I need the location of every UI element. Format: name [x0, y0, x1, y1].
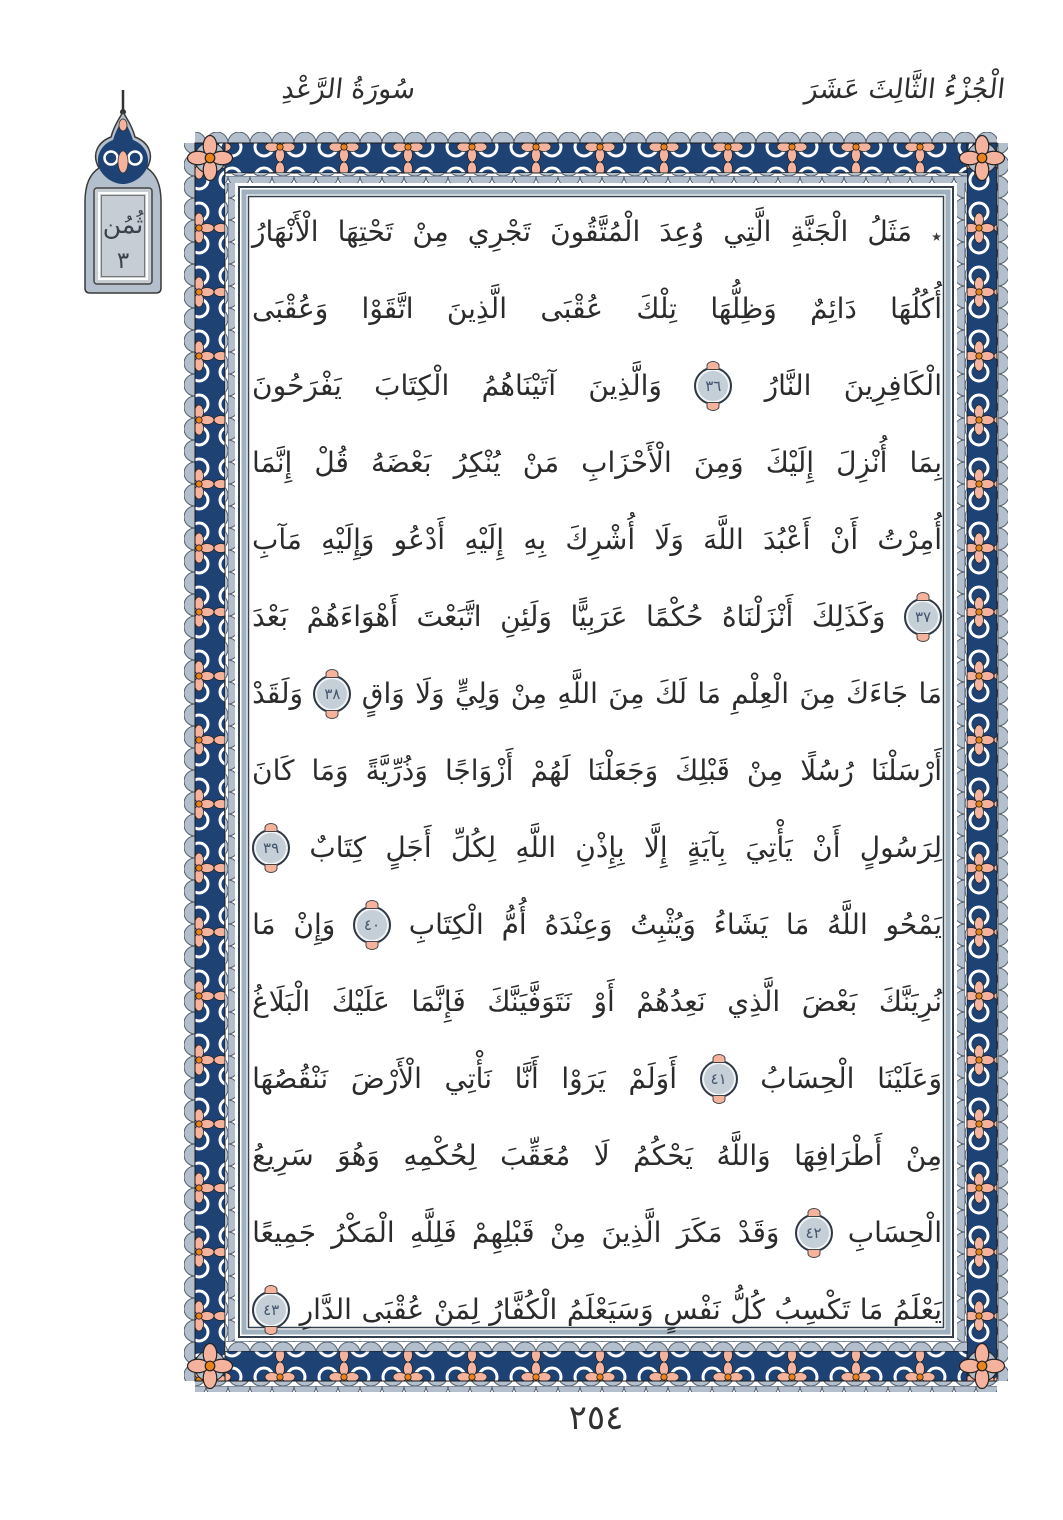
word: بِمَا [909, 446, 942, 479]
thumn-marker [70, 88, 176, 300]
word: مُعَقِّبَ [500, 1139, 571, 1172]
ayah-number: ٤٣ [263, 1300, 280, 1319]
word: أُمُّ [501, 908, 527, 941]
word: وَلَا [654, 523, 684, 556]
word: نَعِدُهُمْ [636, 985, 706, 1018]
word: اتَّبَعْتَ [416, 600, 482, 633]
word: كَانَ [252, 754, 295, 787]
ayah-marker [694, 367, 732, 405]
word: بِهِ [523, 523, 547, 556]
word: أَرْسَلْنَا [870, 754, 942, 787]
quran-line [252, 889, 942, 961]
word: الْأَنْهَارُ [252, 215, 319, 248]
word: الْمَكْرُ [331, 1216, 395, 1249]
word: أَنْ [812, 831, 841, 864]
word: اللَّهُ [827, 908, 868, 941]
word: الْمُتَّقُونَ [550, 215, 641, 248]
word: وَلِيٍّ [454, 677, 501, 710]
word: الْكَافِرِينَ [843, 369, 942, 402]
quran-line [252, 966, 942, 1038]
word: أَنْزَلْنَاهُ [722, 600, 794, 633]
word: كُلُّ [730, 1293, 765, 1326]
word: لِرَسُولٍ [859, 831, 942, 864]
word: وَلَا [415, 677, 445, 710]
word: إِلَّا [643, 831, 668, 864]
word: وُعِدَ [659, 215, 705, 248]
ayah-number: ٤٢ [805, 1223, 822, 1242]
ayah-marker [904, 598, 942, 636]
word: سَرِيعُ [252, 1139, 314, 1172]
word: أَوَلَمْ [628, 1062, 677, 1095]
word: يَشَاءُ [713, 908, 769, 941]
word: يَمْحُو [885, 908, 942, 941]
word: لِحُكْمِهِ [403, 1139, 477, 1172]
quran-line [252, 812, 942, 884]
word: الْبَلَاغُ [252, 985, 311, 1018]
word: أَنْ [829, 523, 859, 556]
word: مِنْ [412, 215, 449, 248]
word: مَنْ [522, 446, 560, 479]
quran-line [252, 581, 942, 653]
quran-line [252, 1043, 942, 1115]
word: قَبْلِهِمْ [471, 1216, 535, 1249]
word: أَجَلٍ [385, 831, 432, 864]
ayah-number: ٣٨ [324, 684, 341, 703]
word: بَعْدَ [252, 600, 289, 633]
word: نَنْقُصُهَا [252, 1062, 329, 1095]
word: الَّذِينَ [446, 292, 507, 325]
word: كِتَابٌ [309, 831, 367, 864]
word: تَجْرِي [467, 215, 532, 248]
quran-line [252, 735, 942, 807]
word: الْكِتَابَ [374, 369, 450, 402]
word: الْأَحْزَابِ [581, 446, 672, 479]
word: إِلَيْهِ [464, 523, 505, 556]
word: مَا [697, 677, 721, 710]
page-number: ٢٥٤ [568, 1398, 624, 1438]
word: مِنْ [905, 1139, 942, 1172]
word: لَا [593, 1139, 610, 1172]
word: وَكَذَلِكَ [811, 600, 886, 633]
word: مَا [859, 1293, 884, 1326]
word: وَيُثْبِتُ [630, 908, 696, 941]
word: يَعْلَمُ [892, 1293, 942, 1326]
ayah-marker [353, 906, 391, 944]
quran-line [252, 658, 942, 730]
word: الَّذِينَ [601, 1216, 662, 1249]
word: مِنْ [746, 754, 784, 787]
word: الَّتِي [723, 215, 772, 248]
quran-line [252, 1120, 942, 1192]
word: وَإِلَيْهِ [321, 523, 375, 556]
word: اتَّقَوْا [361, 292, 414, 325]
word: يَفْرَحُونَ [252, 369, 342, 402]
word: يَرَوْا [561, 1062, 606, 1095]
word: عَلَيْكَ [331, 985, 390, 1018]
word: بَعْضَ [801, 985, 858, 1018]
word: وَسَيَعْلَمُ [566, 1293, 654, 1326]
word: نَتَوَفَّيَنَّكَ [487, 985, 572, 1018]
word: مِنَ [799, 677, 836, 710]
word: لِكُلِّ [450, 831, 497, 864]
word: وَظِلُّهَا [710, 292, 777, 325]
word: رُسُلًا [800, 754, 854, 787]
word: مِنْ [549, 1216, 587, 1249]
ayah-marker [795, 1214, 833, 1252]
word: وَجَعَلْنَا [587, 754, 659, 787]
word: الْجَنَّةِ [790, 215, 849, 248]
word: يَأْتِيَ [745, 831, 793, 864]
word: يُنْكِرُ [453, 446, 501, 479]
quran-line [252, 350, 942, 422]
quran-line [252, 1197, 942, 1269]
quran-line [252, 427, 942, 499]
word: فَلِلَّهِ [409, 1216, 457, 1249]
word: أَعْبُدَ [762, 523, 811, 556]
word: أَوْ [593, 985, 615, 1018]
word: وَلَقَدْ [252, 677, 304, 710]
word: اللَّهِ [557, 677, 598, 710]
collation-star-mark: ٭ [931, 224, 942, 248]
ayah-marker [252, 1291, 290, 1329]
ayah-number: ٤٠ [363, 915, 381, 934]
word: اللَّهِ [515, 831, 556, 864]
word: نُرِيَنَّكَ [878, 985, 942, 1018]
word: الْعِلْمِ [731, 677, 790, 710]
word: مِنْ [510, 677, 547, 710]
word: فَإِنَّمَا [411, 985, 466, 1018]
word: وَاللَّهُ [716, 1139, 771, 1172]
word: أَزْوَاجًا [444, 754, 514, 787]
ayah-number: ٣٩ [263, 838, 280, 857]
ayah-marker [313, 675, 351, 713]
word: الدَّارِ [299, 1293, 352, 1326]
word: مَآبِ [252, 523, 302, 556]
word: أَهْوَاءَهُمْ [306, 600, 398, 633]
word: أُنْزِلَ [836, 446, 888, 479]
word: الْحِسَابُ [760, 1062, 855, 1095]
ayah-marker [252, 829, 290, 867]
quran-line [252, 196, 942, 268]
word: وَعَلَيْنَا [877, 1062, 942, 1095]
thumn-label: ثُمُن [102, 210, 144, 239]
word: لِمَنْ [433, 1293, 480, 1326]
word: أُشْرِكَ [565, 523, 636, 556]
quran-line [252, 1274, 942, 1346]
ayah-number: ٣٧ [914, 607, 932, 626]
word: عُقْبَى [540, 292, 603, 325]
word: وَذُرِّيَّةً [365, 754, 428, 787]
word: لَهُمْ [530, 754, 571, 787]
word: أُمِرْتُ [877, 523, 942, 556]
word: نَأْتِي [444, 1062, 493, 1095]
word: بِإِذْنِ [575, 831, 625, 864]
word: عَرَبِيًّا [570, 600, 628, 633]
word: نَفْسٍ [663, 1293, 721, 1326]
word: الْأَرْضَ [350, 1062, 422, 1095]
word: مَا [785, 908, 810, 941]
word: الْكُفَّارُ [489, 1293, 558, 1326]
word: مَا [252, 908, 276, 941]
word: وَاقٍ [361, 677, 405, 710]
word: أَطْرَافِهَا [794, 1139, 883, 1172]
word: لَكَ [654, 677, 688, 710]
word: قُلْ [314, 446, 349, 479]
word: وَمَا [311, 754, 349, 787]
word: الَّذِي [727, 985, 781, 1018]
quran-text-block [252, 196, 942, 1346]
word: وَمِنَ [693, 446, 744, 479]
surah-title: سُورَةُ الرَّعْدِ [280, 74, 417, 105]
word: وَلَئِنِ [500, 600, 552, 633]
word: وَالَّذِينَ [588, 369, 662, 402]
thumn-number: ٣ [116, 248, 130, 274]
word: الْحِسَابِ [847, 1216, 942, 1249]
word: حُكْمًا [645, 600, 704, 633]
word: بَعْضَهُ [370, 446, 432, 479]
word: تَكْسِبُ [774, 1293, 851, 1326]
ayah-marker [700, 1060, 738, 1098]
word: اللَّهَ [703, 523, 744, 556]
word: مَثَلُ [867, 215, 913, 248]
word: جَمِيعًا [252, 1216, 317, 1249]
word: تِلْكَ [636, 292, 677, 325]
word: النَّارُ [764, 369, 812, 402]
word: تَحْتِهَا [337, 215, 394, 248]
word: وَإِنْ [293, 908, 336, 941]
word: مَا [918, 677, 942, 710]
word: أَنَّا [514, 1062, 539, 1095]
word: وَهُوَ [337, 1139, 380, 1172]
word: بِآيَةٍ [686, 831, 727, 864]
quran-line [252, 273, 942, 345]
word: عُقْبَى [361, 1293, 425, 1326]
word: آتَيْنَاهُمُ [481, 369, 556, 402]
quran-line [252, 504, 942, 576]
ayah-number: ٤١ [710, 1069, 727, 1088]
word: وَقَدْ [737, 1216, 780, 1249]
word: دَائِمٌ [810, 292, 857, 325]
word: إِنَّمَا [252, 446, 293, 479]
juz-label: الْجُزْءُ الثَّالِثَ عَشَرَ [803, 74, 1007, 105]
word: أُكُلُهَا [890, 292, 942, 325]
word: جَاءَكَ [846, 677, 909, 710]
word: وَعُقْبَى [252, 292, 329, 325]
word: إِلَيْكَ [765, 446, 815, 479]
word: وَعِنْدَهُ [544, 908, 613, 941]
word: يَحْكُمُ [633, 1139, 694, 1172]
word: الْكِتَابِ [408, 908, 484, 941]
word: مِنَ [608, 677, 645, 710]
word: مَكَرَ [676, 1216, 723, 1249]
word: أَدْعُو [393, 523, 446, 556]
word: قَبْلِكَ [675, 754, 730, 787]
ayah-number: ٣٦ [705, 376, 722, 395]
